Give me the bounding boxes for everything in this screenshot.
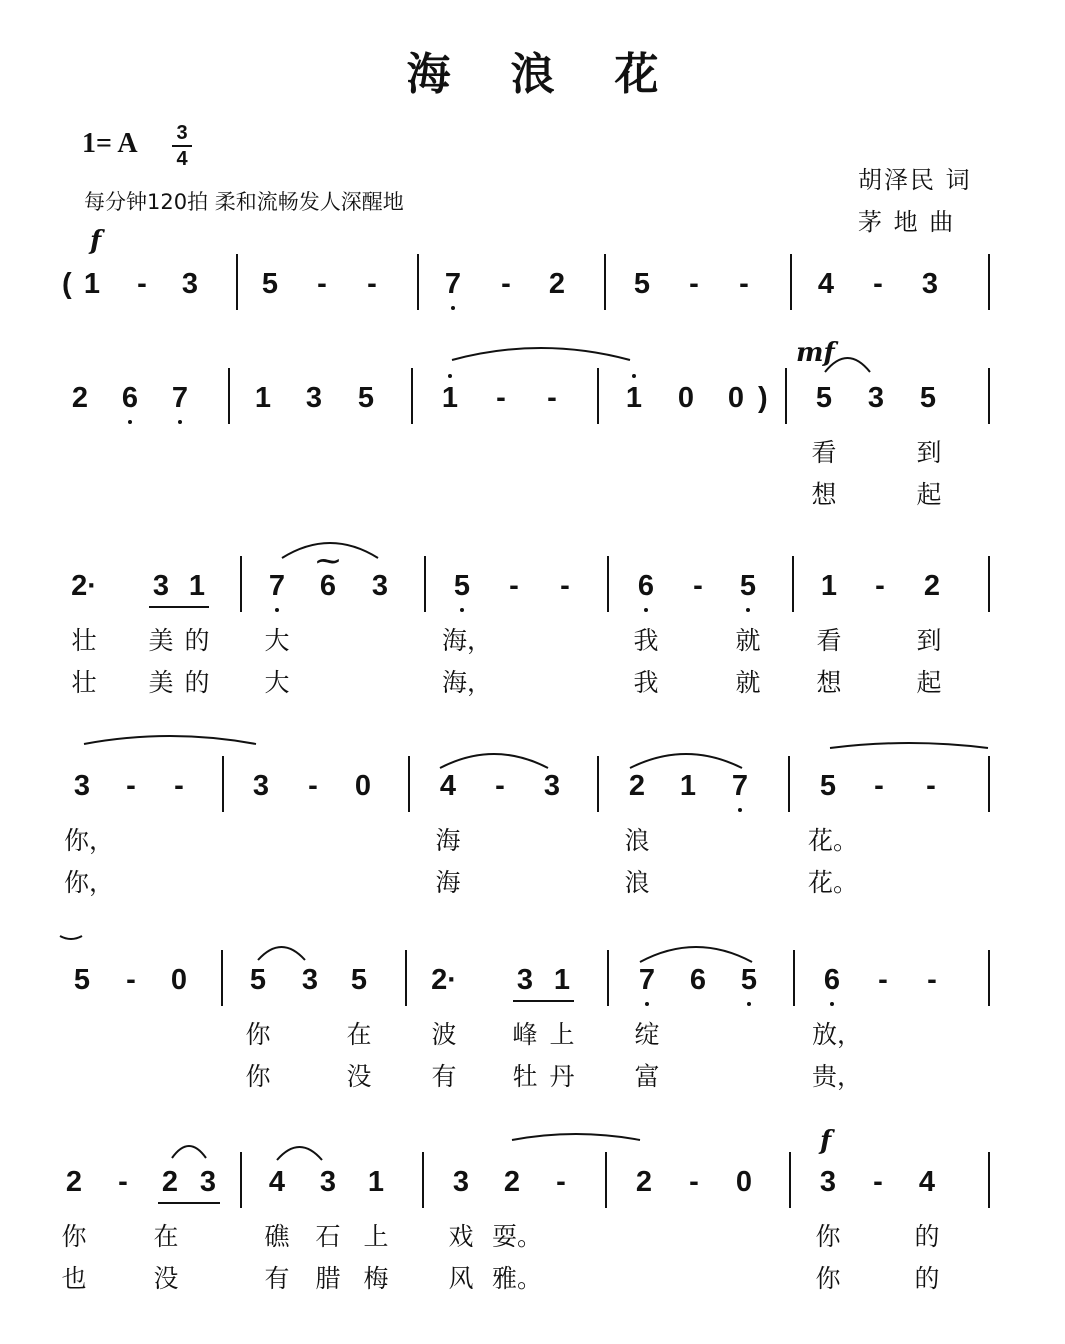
low-octave-dot	[460, 608, 464, 612]
note: 3	[305, 382, 323, 414]
lyric-verse-1: 大	[264, 626, 290, 655]
note: 1	[254, 382, 272, 414]
low-octave-dot	[830, 1002, 834, 1006]
note: -	[126, 770, 136, 802]
lyric-verse-1: 到	[916, 438, 942, 467]
lyric-verse-1: 上	[549, 1020, 575, 1049]
time-signature-bottom: 4	[176, 148, 188, 170]
lyricist-credit: 胡泽民 词	[858, 166, 972, 194]
note: 3	[921, 268, 939, 300]
lyric-verse-2: 雅。	[492, 1264, 543, 1293]
lyric-verse-2: 贵，	[812, 1062, 863, 1091]
barline	[792, 556, 794, 612]
low-octave-dot	[128, 420, 132, 424]
note: 0	[727, 382, 745, 414]
lyric-verse-2: 梅	[363, 1264, 389, 1293]
note: 2	[71, 382, 89, 414]
lyric-verse-1: 你	[815, 1222, 841, 1251]
note: 2·	[431, 964, 457, 996]
high-octave-dot	[632, 374, 636, 378]
note: 7	[268, 570, 286, 602]
high-octave-dot	[448, 374, 452, 378]
note: 5	[350, 964, 368, 996]
lyric-verse-2: 浪	[624, 868, 650, 897]
barline	[405, 950, 407, 1006]
lyric-verse-1: 在	[346, 1020, 372, 1049]
note: -	[875, 570, 885, 602]
barline	[607, 556, 609, 612]
note: 2	[65, 1166, 83, 1198]
note: 3	[73, 770, 91, 802]
barline	[788, 756, 790, 812]
note: 3	[543, 770, 561, 802]
lyric-verse-2: 想	[811, 480, 837, 509]
note: 7	[638, 964, 656, 996]
barline	[988, 950, 990, 1006]
barline	[240, 556, 242, 612]
slur	[258, 947, 305, 960]
lyric-verse-1: 戏	[448, 1222, 474, 1251]
lyric-verse-2: 没	[346, 1062, 372, 1091]
note: 5	[740, 964, 758, 996]
lyric-verse-1: 石	[315, 1222, 341, 1251]
lyric-verse-2: 风	[448, 1264, 474, 1293]
note: 5	[739, 570, 757, 602]
low-octave-dot	[738, 808, 742, 812]
lyric-verse-1: 浪	[624, 826, 650, 855]
title-char: 浪	[510, 49, 555, 100]
barline	[988, 368, 990, 424]
note: 6	[689, 964, 707, 996]
lyric-verse-1: 绽	[634, 1020, 660, 1049]
lyric-verse-1: 峰	[512, 1020, 538, 1049]
note: 2	[635, 1166, 653, 1198]
slur	[630, 754, 742, 768]
lyric-verse-2: 大	[264, 668, 290, 697]
low-octave-dot	[451, 306, 455, 310]
lyric-verse-2: 我	[633, 668, 659, 697]
note: -	[495, 770, 505, 802]
tie	[84, 736, 256, 744]
lyric-verse-2: 没	[153, 1264, 179, 1293]
lyric-verse-1: 的	[184, 626, 210, 655]
lyric-verse-1: 我	[633, 626, 659, 655]
note: -	[739, 268, 749, 300]
tie	[60, 936, 82, 939]
note: 5	[919, 382, 937, 414]
note: -	[693, 570, 703, 602]
barline	[790, 254, 792, 310]
barline	[988, 556, 990, 612]
lyric-verse-1: 耍。	[492, 1222, 543, 1251]
note: 5	[261, 268, 279, 300]
barline	[228, 368, 230, 424]
note: 1	[83, 268, 101, 300]
low-octave-dot	[644, 608, 648, 612]
note: 0	[170, 964, 188, 996]
barline	[408, 756, 410, 812]
open-paren: (	[62, 268, 72, 300]
trill-mark: ⁓	[316, 546, 340, 575]
note: 4	[918, 1166, 936, 1198]
lyric-verse-2: 富	[634, 1062, 660, 1091]
note: 0	[354, 770, 372, 802]
note: 5	[453, 570, 471, 602]
note: 3	[516, 964, 534, 996]
barline	[988, 1152, 990, 1208]
note: 0	[735, 1166, 753, 1198]
note: 3	[152, 570, 170, 602]
barline	[236, 254, 238, 310]
eighth-note-beam	[158, 1202, 220, 1204]
lyric-verse-2: 牡	[512, 1062, 538, 1091]
tie	[830, 743, 988, 748]
note: 3	[371, 570, 389, 602]
barline	[607, 950, 609, 1006]
tie	[512, 1134, 640, 1140]
lyric-verse-1: 到	[916, 626, 942, 655]
note: 2	[161, 1166, 179, 1198]
lyric-verse-2: 的	[914, 1264, 940, 1293]
note: 6	[121, 382, 139, 414]
lyric-verse-1: 就	[735, 626, 761, 655]
note: 2	[628, 770, 646, 802]
note: -	[118, 1166, 128, 1198]
note: 3	[252, 770, 270, 802]
lyric-verse-1: 波	[431, 1020, 457, 1049]
lyric-verse-2: 花。	[808, 868, 859, 897]
note: 3	[867, 382, 885, 414]
slur	[172, 1146, 206, 1158]
note: 1	[625, 382, 643, 414]
note: 5	[357, 382, 375, 414]
barline	[988, 756, 990, 812]
note: 1	[820, 570, 838, 602]
lyric-verse-1: 放，	[812, 1020, 863, 1049]
note: 1	[441, 382, 459, 414]
lyric-verse-2: 的	[184, 668, 210, 697]
lyric-verse-1: 的	[914, 1222, 940, 1251]
note: -	[509, 570, 519, 602]
eighth-note-beam	[513, 1000, 574, 1002]
note: -	[560, 570, 570, 602]
tempo-marking: 每分钟120拍 柔和流畅发人深醒地	[84, 190, 404, 214]
lyric-verse-1: 美	[148, 626, 174, 655]
note: 4	[439, 770, 457, 802]
time-signature-top: 3	[176, 122, 188, 144]
lyric-verse-2: 你	[815, 1264, 841, 1293]
note: -	[927, 964, 937, 996]
lyric-verse-2: 你，	[64, 868, 115, 897]
note: -	[174, 770, 184, 802]
lyric-verse-1: 礁	[264, 1222, 290, 1251]
lyric-verse-2: 美	[148, 668, 174, 697]
lyric-verse-1: 你	[61, 1222, 87, 1251]
slur	[277, 1147, 322, 1160]
dynamic-mezzo-forte: mf	[796, 338, 835, 368]
note: 5	[633, 268, 651, 300]
lyric-verse-1: 你	[245, 1020, 271, 1049]
note: 4	[268, 1166, 286, 1198]
barline	[411, 368, 413, 424]
note: 1	[553, 964, 571, 996]
barline	[597, 368, 599, 424]
note: 5	[249, 964, 267, 996]
note: 7	[444, 268, 462, 300]
note: 2·	[71, 570, 97, 602]
barline	[785, 368, 787, 424]
lyric-verse-1: 花。	[808, 826, 859, 855]
slur	[440, 754, 548, 768]
low-octave-dot	[178, 420, 182, 424]
note: -	[873, 268, 883, 300]
note: 3	[181, 268, 199, 300]
note: 3	[199, 1166, 217, 1198]
eighth-note-beam	[149, 606, 209, 608]
note: -	[308, 770, 318, 802]
barline	[597, 756, 599, 812]
barline	[988, 254, 990, 310]
barline	[240, 1152, 242, 1208]
note: -	[874, 770, 884, 802]
composer-credit: 茅 地 曲	[858, 208, 956, 236]
note: -	[689, 1166, 699, 1198]
note: 7	[731, 770, 749, 802]
note: -	[878, 964, 888, 996]
lyric-verse-2: 有	[431, 1062, 457, 1091]
lyric-verse-1: 海	[435, 826, 461, 855]
note: 3	[452, 1166, 470, 1198]
key-signature: 1= A	[82, 128, 138, 159]
note: -	[496, 382, 506, 414]
note: 1	[679, 770, 697, 802]
lyric-verse-1: 壮	[71, 626, 97, 655]
note: 0	[677, 382, 695, 414]
lyric-verse-2: 起	[916, 668, 942, 697]
note: 3	[319, 1166, 337, 1198]
title-char: 花	[614, 49, 659, 100]
lyric-verse-2: 有	[264, 1264, 290, 1293]
note: -	[689, 268, 699, 300]
note: -	[556, 1166, 566, 1198]
barline	[422, 1152, 424, 1208]
note: 3	[819, 1166, 837, 1198]
low-octave-dot	[747, 1002, 751, 1006]
note: 6	[823, 964, 841, 996]
barline	[604, 254, 606, 310]
note: 7	[171, 382, 189, 414]
lyric-verse-1: 上	[363, 1222, 389, 1251]
barline	[789, 1152, 791, 1208]
barline	[424, 556, 426, 612]
note: 5	[819, 770, 837, 802]
note: 1	[188, 570, 206, 602]
low-octave-dot	[645, 1002, 649, 1006]
dynamic-forte: f	[820, 1126, 832, 1156]
lyric-verse-2: 想	[816, 668, 842, 697]
title-char: 海	[406, 49, 451, 100]
lyric-verse-1: 你，	[64, 826, 115, 855]
lyric-verse-2: 你	[245, 1062, 271, 1091]
note: 2	[923, 570, 941, 602]
note: 3	[301, 964, 319, 996]
note: -	[126, 964, 136, 996]
note: -	[367, 268, 377, 300]
note: 4	[817, 268, 835, 300]
lyric-verse-2: 也	[61, 1264, 87, 1293]
barline	[793, 950, 795, 1006]
note: 6	[637, 570, 655, 602]
slur	[640, 947, 752, 962]
lyric-verse-2: 就	[735, 668, 761, 697]
note: -	[547, 382, 557, 414]
barline	[605, 1152, 607, 1208]
lyric-verse-2: 起	[916, 480, 942, 509]
dynamic-forte: f	[90, 226, 102, 256]
tie	[452, 348, 630, 360]
low-octave-dot	[275, 608, 279, 612]
note: -	[317, 268, 327, 300]
lyric-verse-2: 壮	[71, 668, 97, 697]
barline	[417, 254, 419, 310]
lyric-verse-1: 在	[153, 1222, 179, 1251]
lyric-verse-2: 海，	[442, 668, 493, 697]
lyric-verse-2: 腊	[315, 1264, 341, 1293]
lyric-verse-1: 看	[811, 438, 837, 467]
barline	[221, 950, 223, 1006]
note: 1	[367, 1166, 385, 1198]
note: -	[873, 1166, 883, 1198]
note: 6	[319, 570, 337, 602]
lyric-verse-2: 丹	[549, 1062, 575, 1091]
note: 2	[503, 1166, 521, 1198]
note: -	[501, 268, 511, 300]
note: 2	[548, 268, 566, 300]
barline	[222, 756, 224, 812]
note: -	[137, 268, 147, 300]
close-paren: )	[758, 382, 768, 414]
low-octave-dot	[746, 608, 750, 612]
lyric-verse-1: 海，	[442, 626, 493, 655]
lyric-verse-1: 看	[816, 626, 842, 655]
note: 5	[815, 382, 833, 414]
lyric-verse-2: 海	[435, 868, 461, 897]
note: 5	[73, 964, 91, 996]
note: -	[926, 770, 936, 802]
